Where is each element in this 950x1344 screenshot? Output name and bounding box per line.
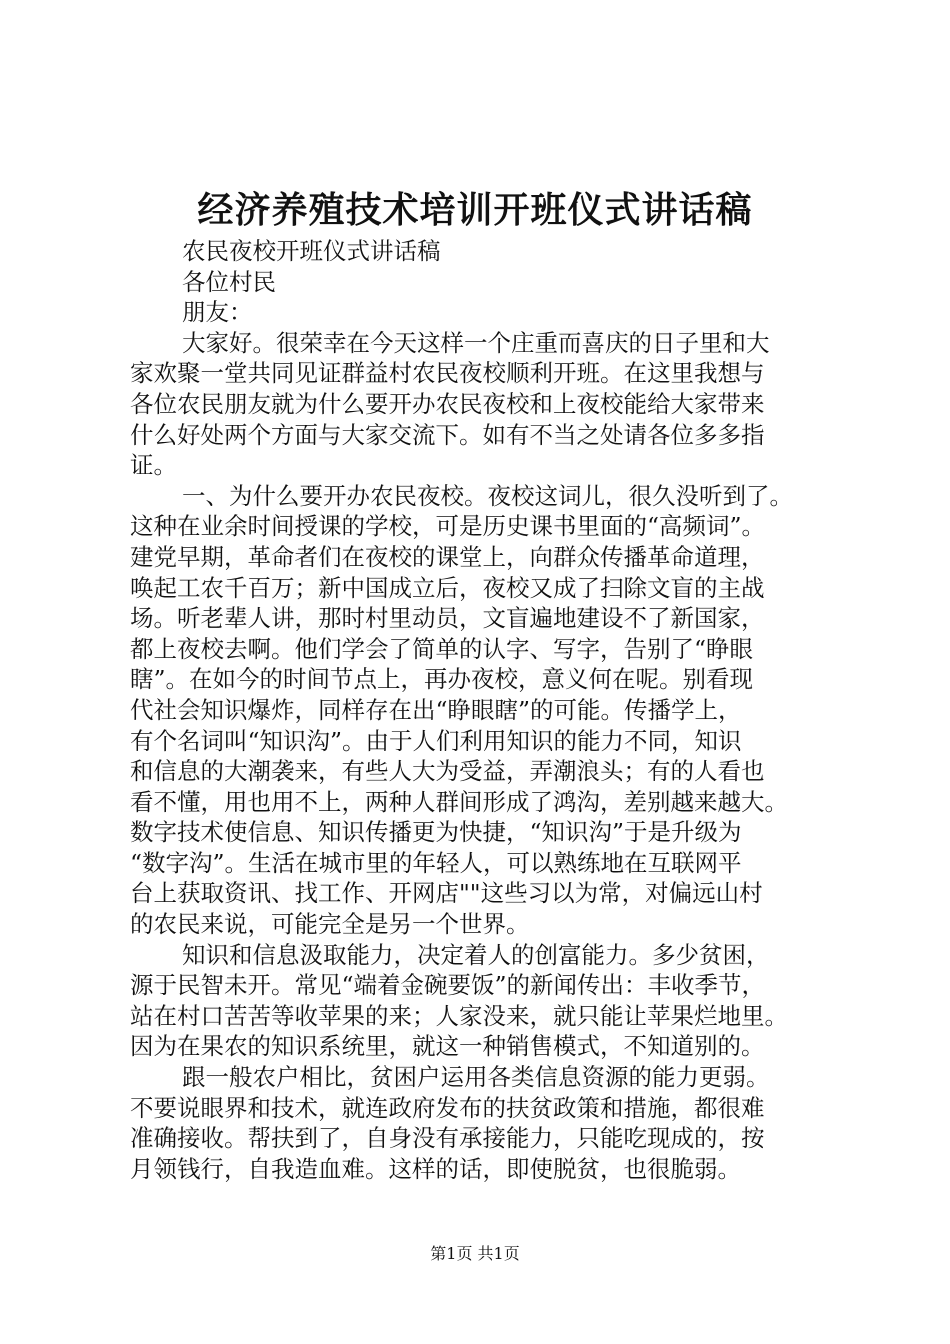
paragraph-line: 都上夜校去啊。他们学会了简单的认字、写字，告别了“睁眼 <box>130 634 754 663</box>
paragraph-line: 唤起工农千百万；新中国成立后，夜校又成了扫除文盲的主战 <box>130 573 765 602</box>
document-title: 经济养殖技术培训开班仪式讲话稿 <box>197 189 753 231</box>
salutation-line: 朋友： <box>182 298 253 327</box>
subtitle-line: 农民夜校开班仪式讲话稿 <box>182 237 441 265</box>
paragraph-line: 数字技术使信息、知识传播更为快捷，“知识沟”于是升级为 <box>130 818 742 847</box>
paragraph-line: 看不懂，用也用不上，两种人群间形成了鸿沟，差别越来越大。 <box>130 787 788 816</box>
paragraph-line: 准确接收。帮扶到了，自身没有承接能力，只能吃现成的，按 <box>130 1124 765 1153</box>
paragraph-line: 和信息的大潮袭来，有些人大为受益，弄潮浪头；有的人看也 <box>130 757 765 786</box>
paragraph-line: 站在村口苦苦等收苹果的来；人家没来，就只能让苹果烂地里。 <box>130 1001 788 1030</box>
paragraph-line: 一、为什么要开办农民夜校。夜校这词儿，很久没听到了。 <box>182 481 793 510</box>
document-body <box>130 236 846 1184</box>
paragraph-line: 不要说眼界和技术，就连政府发布的扶贫政策和措施，都很难 <box>130 1093 765 1122</box>
paragraph-line: 场。听老辈人讲，那时村里动员，文盲遍地建设不了新国家， <box>130 604 765 633</box>
paragraph-line: 各位农民朋友就为什么要开办农民夜校和上夜校能给大家带来 <box>130 389 765 418</box>
paragraph-line: “数字沟”。生活在城市里的年轻人，可以熟练地在互联网平 <box>130 848 742 877</box>
paragraph-line: 代社会知识爆炸，同样存在出“睁眼瞎”的可能。传播学上， <box>130 695 742 724</box>
paragraph-line: 台上获取资讯、找工作、开网店""这些习以为常，对偏远山村 <box>130 879 763 908</box>
paragraph-line: 什么好处两个方面与大家交流下。如有不当之处请各位多多指 <box>130 420 765 449</box>
salutation-line: 各位村民 <box>182 267 276 296</box>
paragraph-line: 源于民智未开。常见“端着金碗要饭”的新闻传出：丰收季节， <box>130 971 766 1000</box>
paragraph-line: 因为在果农的知识系统里，就这一种销售模式，不知道别的。 <box>130 1032 765 1061</box>
paragraph-line: 跟一般农户相比，贫困户运用各类信息资源的能力更弱。 <box>182 1063 770 1092</box>
paragraph-line: 这种在业余时间授课的学校，可是历史课书里面的“高频词”。 <box>130 512 766 541</box>
paragraph-line: 证。 <box>130 451 177 480</box>
paragraph-line: 月领钱行，自我造血难。这样的话，即使脱贫，也很脆弱。 <box>130 1154 741 1183</box>
paragraph-line: 的农民来说，可能完全是另一个世界。 <box>130 910 530 939</box>
paragraph-line: 有个名词叫“知识沟”。由于人们利用知识的能力不同，知识 <box>130 726 742 755</box>
paragraph-line: 建党早期，革命者们在夜校的课堂上，向群众传播革命道理， <box>130 542 765 571</box>
paragraph-line: 知识和信息汲取能力，决定着人的创富能力。多少贫困， <box>182 940 770 969</box>
page-number: 第1页 共1页 <box>430 1244 520 1263</box>
paragraph-line: 大家好。很荣幸在今天这样一个庄重而喜庆的日子里和大 <box>182 328 770 357</box>
paragraph-line: 瞎”。在如今的时间节点上，再办夜校，意义何在呢。别看现 <box>130 665 754 694</box>
paragraph-line: 家欢聚一堂共同见证群益村农民夜校顺利开班。在这里我想与 <box>130 359 765 388</box>
